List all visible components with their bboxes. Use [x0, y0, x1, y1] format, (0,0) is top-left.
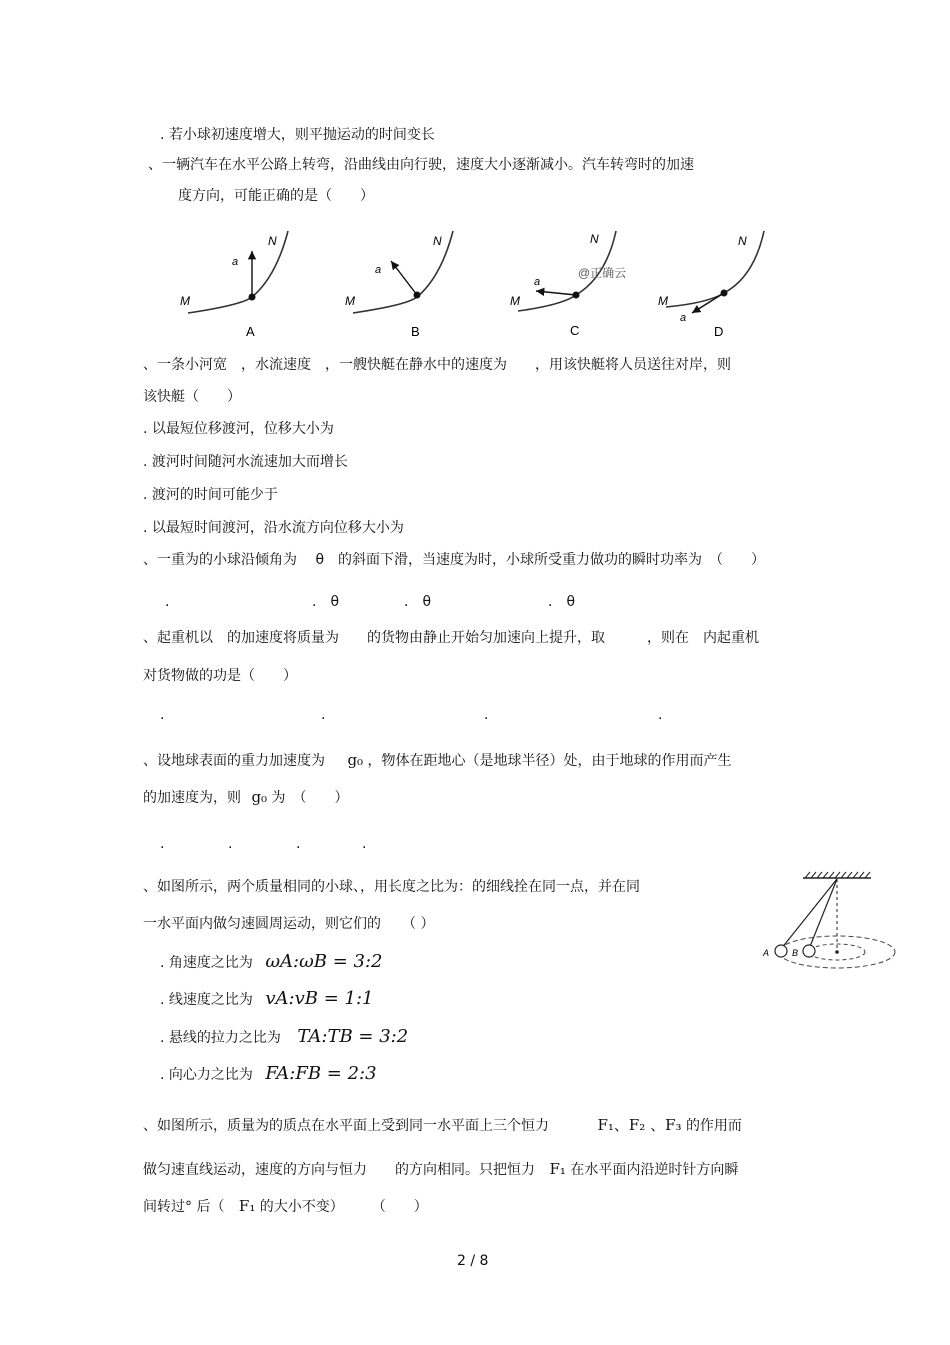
- question-text: 间转过° 后（ F₁ 的大小不变） （ ）: [143, 1197, 428, 1215]
- option-line: .: [296, 836, 301, 852]
- question-text: 一水平面内做匀速圆周运动，则它们的 （ ）: [143, 916, 435, 932]
- question-text: 做匀速直线运动，速度的方向与恒力 的方向相同。只把恒力 F₁ 在水平面内沿逆时针方向瞬: [143, 1160, 739, 1178]
- question-text: 、设地球表面的重力加速度为 g₀ ，物体在距地心（是地球半径）处，由于地球的作用而产生: [143, 751, 732, 769]
- label-n: N: [738, 234, 747, 248]
- option-line: .: [160, 707, 165, 723]
- formula-tension: TA:TB = 3:2: [297, 1026, 409, 1047]
- label-ball-a: A: [763, 948, 770, 958]
- forces-symbols: F₁、F₂ 、F₃: [597, 1116, 682, 1134]
- option-line: . 悬线的拉力之比为 TA:TB = 3:2: [160, 1026, 409, 1047]
- option-line: . 角速度之比为 ωA:ωB = 3:2: [160, 951, 383, 972]
- option-line: . 若小球初速度增大，则平抛运动的时间变长: [160, 127, 435, 143]
- pendulum-figure: [755, 868, 903, 978]
- panel-label: C: [570, 323, 580, 338]
- curve-panel-b: [345, 231, 453, 339]
- curve-panel-a: [180, 231, 288, 339]
- option-line: . 向心力之比为 FA:FB = 2:3: [160, 1063, 377, 1084]
- label-m: M: [180, 294, 190, 308]
- question-text: 该快艇（ ）: [143, 389, 241, 405]
- panel-label: B: [411, 324, 420, 339]
- label-m: M: [510, 294, 520, 308]
- panel-label: D: [714, 324, 724, 339]
- option-line: . θ: [312, 594, 340, 610]
- question-text: 、一重为的小球沿倾角为 θ 的斜面下滑，当速度为时，小球所受重力做功的瞬时功率为 （ ）: [143, 552, 766, 568]
- question-text: 、起重机以 的加速度将质量为 的货物由静止开始匀加速向上提升，取 ，则在 内起重机: [143, 630, 759, 646]
- ball-a: [775, 945, 787, 957]
- option-line: .: [484, 707, 489, 723]
- ball-b: [803, 945, 815, 957]
- option-line: .: [658, 707, 663, 723]
- option-line: .: [362, 836, 367, 852]
- label-a: a: [375, 264, 382, 276]
- label-n: N: [590, 232, 599, 246]
- force-f1: F₁: [238, 1197, 256, 1215]
- question-text: 的加速度为，则 g₀ 为 （ ）: [143, 788, 349, 806]
- option-line: . θ: [548, 594, 576, 610]
- option-line: .: [228, 836, 233, 852]
- option-line: . 以最短时间渡河，沿水流方向位移大小为: [143, 520, 404, 536]
- option-line: .: [165, 594, 170, 610]
- formula-force: FA:FB = 2:3: [265, 1063, 377, 1084]
- curve-figure: [180, 225, 780, 345]
- option-line: .: [321, 707, 326, 723]
- option-line: . 渡河时间随河水流速加大而增长: [143, 454, 348, 470]
- option-line: . 渡河的时间可能少于: [143, 487, 278, 503]
- question-text: 对货物做的功是（ ）: [143, 668, 297, 684]
- g0-symbol: g₀: [251, 788, 268, 806]
- option-line: . θ: [404, 594, 432, 610]
- question-text: 、如图所示，两个质量相同的小球、，用长度之比为：的细线拴在同一点，并在同: [143, 879, 640, 895]
- g0-symbol: g₀: [347, 751, 364, 769]
- question-text: 、一辆汽车在水平公路上转弯，沿曲线由向行驶，速度大小逐渐减小。汽车转弯时的加速: [148, 157, 694, 173]
- label-m: M: [658, 294, 668, 308]
- question-text: 、如图所示，质量为的质点在水平面上受到同一水平面上三个恒力 F₁、F₂ 、F₃ 的作用而: [143, 1116, 742, 1134]
- label-a: a: [680, 312, 687, 324]
- page-number: 2 / 8: [457, 1253, 489, 1269]
- formula-omega: ωA:ωB = 3:2: [265, 951, 383, 972]
- question-text: 、一条小河宽 ，水流速度 ，一艘快艇在静水中的速度为 ，用该快艇将人员送往对岸，则: [143, 357, 731, 373]
- label-m: M: [345, 294, 355, 308]
- curve-panel-c: [510, 231, 626, 338]
- curve-panel-d: [658, 231, 764, 339]
- option-line: . 线速度之比为 vA:vB = 1:1: [160, 988, 374, 1009]
- formula-velocity: vA:vB = 1:1: [265, 988, 374, 1009]
- force-f1: F₁: [549, 1160, 566, 1178]
- label-n: N: [433, 234, 442, 248]
- label-ball-b: B: [792, 948, 799, 958]
- question-text: 度方向，可能正确的是（ ）: [178, 188, 374, 204]
- label-n: N: [268, 234, 277, 248]
- label-a: a: [534, 276, 541, 288]
- option-line: . 以最短位移渡河，位移大小为: [143, 421, 334, 437]
- option-line: .: [160, 836, 165, 852]
- label-a: a: [232, 256, 239, 268]
- watermark: @正确云: [578, 266, 627, 280]
- panel-label: A: [246, 324, 255, 339]
